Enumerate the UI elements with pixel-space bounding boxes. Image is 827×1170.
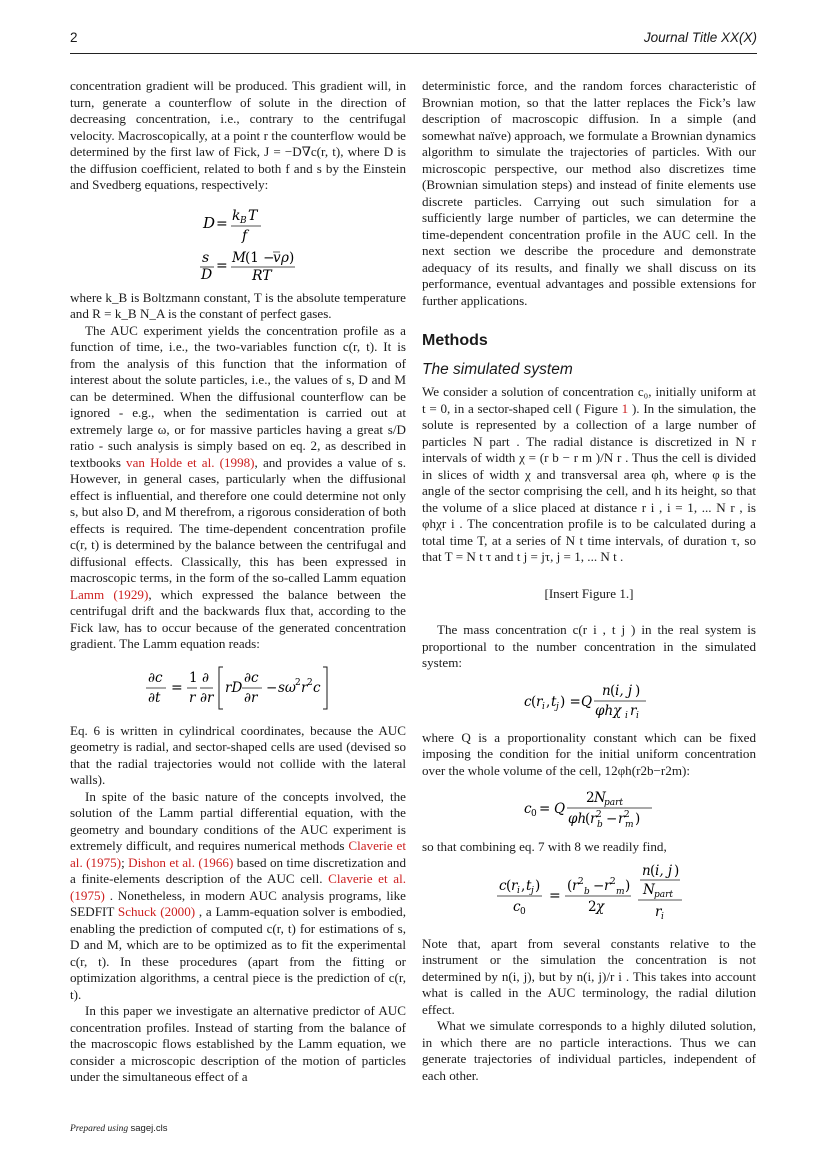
- svg-text:b: b: [583, 886, 590, 897]
- svg-text:r: r: [654, 903, 661, 920]
- svg-text:b: b: [597, 820, 603, 830]
- svg-text:(: (: [649, 862, 655, 879]
- left-paragraph-4: Eq. 6 is written in cylindrical coordinates, because the AUC geometry is radial, and sector-shaped cells are used (devised so that the radial trajectories would not collide with the lateral walls).: [70, 722, 406, 787]
- svg-text:=: =: [548, 887, 561, 904]
- right-column: [422, 78, 756, 1084]
- text-span: We consider a solution of concentration c₀, initially uniform at t = 0, in a sector-shaped cell ( Figure: [422, 384, 756, 416]
- svg-text:i: i: [636, 710, 639, 721]
- svg-text:): ): [534, 877, 540, 894]
- text-span: ). In the simulation, the solute is represented by a collection of a large number of particles N part . The radial distance is discretized in N r intervals of width χ = (r b − r m )/N r . Thus the cell is divided in slices of width χ and transversal area φh, where φ is the angle of the sector comprising the cell, and h its height, so that the volume of a slice placed at distance r i , i = 1, ... N r , is φhχr i . The concentration profile is to be calculated during a total time T, at a series of N t time intervals, of duration τ, so that T = N t τ and t j = jτ, j = 1, ... N t .: [422, 400, 756, 564]
- svg-text:r: r: [630, 702, 637, 719]
- svg-text:c: c: [313, 679, 321, 696]
- svg-text:k: k: [232, 207, 241, 224]
- svg-text:) =: ) =: [560, 693, 581, 710]
- svg-text:N: N: [594, 790, 606, 806]
- left-column: [70, 78, 406, 1086]
- right-paragraph-1: deterministic force, and the random forces characteristic of Brownian motion, so that the latter replaces the Fick’s law description of macroscopic diffusion. In a simple (and somewhat naïve) approach, we formulate a Brownian dynamics algorithm to simulate the trajectories of particles. With our microscopic perspective, our method also discretizes time (Brownian simulation steps) and instead of finite elements use discrete particles. Carrying out such simulation for a sufficiently large number of particles, we can determine the time-dependent concentration profile in the AUC cell. In the next section we describe the procedure and demonstrate adequacy of its results, and finally we shall discuss on its performance, eventual advantages and possible extensions for further applications.: [422, 78, 756, 308]
- citation-schuck[interactable]: Schuck: [117, 904, 157, 919]
- left-paragraph-1: concentration gradient will be produced. This gradient will, in turn, generate a counterflow of solute in the direction of decreasing concentration, i.e., contrary to the centrifugal velocity. Macroscopically, at a point r the counterflow would be determined by the first law of Fick, J = −D∇c(r, t), where D is the diffusion coefficient, related to both f and s by the Einstein and Svedberg equations, respectively:: [70, 78, 406, 192]
- svg-text:2: 2: [295, 677, 301, 688]
- svg-text:=: =: [171, 679, 183, 696]
- text-span: , and provides a value of s. However, in general cases, particularly when the diffusional effect is influential, and therefore one could determine not only s, but also D, and M therefrom, a rigorous consideration of both effects is required. The time-dependent concentration profile c(r, t) is determined by the balance between the centrifugal and diffusional effects. Classically, this has been expressed in macroscopic terms, in the form of the so-called Lamm equation: [70, 454, 406, 585]
- svg-text:φh: φh: [568, 811, 587, 827]
- svg-text:2: 2: [609, 876, 616, 887]
- svg-text:j: j: [556, 701, 559, 712]
- svg-text:i, j: i, j: [615, 682, 633, 699]
- svg-text:ρ: ρ: [281, 249, 289, 266]
- svg-text:,: ,: [520, 877, 525, 894]
- svg-text:0: 0: [531, 809, 537, 819]
- svg-text:=: =: [539, 801, 551, 817]
- svg-text:∂r: ∂r: [200, 689, 214, 706]
- citation-van-holde[interactable]: van Holde et al.: [126, 454, 215, 470]
- svg-text:r: r: [571, 877, 578, 894]
- svg-text:χ: χ: [595, 898, 604, 915]
- footer: [70, 1123, 167, 1134]
- citation-claverie-2[interactable]: Claverie et al.: [328, 871, 407, 886]
- svg-text:j: j: [530, 885, 534, 896]
- svg-text:2: 2: [586, 790, 595, 806]
- svg-text:n: n: [641, 862, 651, 879]
- svg-text:(: (: [505, 877, 511, 894]
- text-span: , a Lamm-equation solver is embodied, enabling the prediction of computed c(r, t) for estimations of s, D and M, which are to be optimized as to fit the experimental c(r, t). In these procedures (apart from the fitting or optimization algorithms, a central piece is the prediction of c(r, t).: [70, 904, 407, 1002]
- equation-lamm: [70, 663, 406, 713]
- svg-text:=: =: [216, 215, 228, 232]
- svg-text:i: i: [516, 885, 520, 896]
- svg-text:B: B: [240, 215, 247, 226]
- svg-text:c: c: [524, 693, 532, 710]
- svg-text:i, j: i, j: [654, 862, 672, 879]
- svg-text:,: ,: [546, 693, 551, 710]
- equation-einstein-svedberg: [70, 204, 406, 284]
- svg-text:sω: sω: [278, 679, 296, 696]
- text-span: ;: [121, 854, 129, 870]
- svg-text:2: 2: [577, 876, 584, 887]
- svg-text:i: i: [625, 710, 628, 721]
- left-paragraph-2: where k_B is Boltzmann constant, T is the absolute temperature and R = k_B N_A is the constant of perfect gases.: [70, 289, 406, 321]
- svg-text:RT: RT: [252, 267, 272, 284]
- journal-title: Journal Title XX(X): [643, 30, 757, 45]
- svg-text:i: i: [542, 701, 545, 712]
- right-paragraph-5: so that combining eq. 7 with 8 we readily find,: [422, 839, 667, 854]
- svg-text:v: v: [273, 249, 281, 266]
- svg-text:2: 2: [307, 677, 313, 688]
- svg-text:=: =: [216, 257, 228, 274]
- svg-text:2: 2: [596, 810, 602, 820]
- svg-text:−: −: [266, 679, 278, 696]
- right-paragraph-3: The mass concentration c(r i , t j ) in the real system is proportional to the number concentration in the simulated system:: [422, 622, 756, 670]
- left-paragraph-5: [70, 789, 406, 1004]
- text-span: . Nonetheless, in modern AUC analysis programs, like SEDFIT: [70, 887, 406, 919]
- svg-text:part: part: [653, 889, 673, 900]
- figure-1-link[interactable]: 1: [621, 400, 629, 416]
- svg-text:φhχ: φhχ: [595, 702, 622, 719]
- svg-text:∂: ∂: [202, 669, 209, 686]
- left-paragraph-6: In this paper we investigate an alternative predictor of AUC concentration profiles. Instead of starting from the balance of the macroscopic flows established by the Lamm equation, we consider a microscopic description of the motion of particles under the simultaneous effect of a: [70, 1003, 406, 1084]
- header-rule: [70, 53, 757, 54]
- left-paragraph-3: [70, 323, 406, 653]
- svg-text:(: (: [610, 682, 616, 699]
- svg-text:(: (: [585, 811, 591, 827]
- svg-text:∂t: ∂t: [148, 689, 161, 706]
- subsection-heading: The simulated system: [422, 361, 573, 378]
- citation-lamm-year[interactable]: (1929): [113, 586, 149, 602]
- svg-text:D: D: [203, 213, 216, 232]
- svg-text:(: (: [531, 693, 537, 710]
- text-span: In spite of the basic nature of the concepts involved, the solution of the Lamm partial differential equation, with the geometry and boundary conditions of the AUC experiment is extremely difficult, and requires numerical methods: [70, 788, 406, 853]
- svg-text:r: r: [510, 877, 517, 894]
- section-heading-methods: Methods: [422, 332, 488, 349]
- citation-claverie-year[interactable]: (1975): [86, 854, 122, 870]
- svg-text:Q: Q: [554, 801, 566, 817]
- running-header: [70, 30, 757, 52]
- svg-text:c: c: [524, 801, 532, 817]
- svg-text:r: r: [618, 811, 625, 827]
- svg-text:): ): [624, 877, 630, 894]
- svg-text:r: r: [301, 679, 308, 696]
- svg-text:∂c: ∂c: [244, 669, 259, 686]
- svg-text:D: D: [201, 266, 213, 283]
- svg-text:0: 0: [519, 906, 526, 917]
- text-span: The AUC experiment yields the concentration profile as a function of time, i.e., the two-variables function c(r, t). It is from the analysis of this function that the information of interest about the solute particles, i.e., the values of s, D and M can be determined. When the diffusional counterflow can be ignored - e.g., when the sedimentation is carried out at extremely large ω, or for massive particles having a great s/D ratio - such analysis is simply based on eq. 2, as described in textbooks: [70, 322, 406, 470]
- svg-text:part: part: [604, 798, 624, 808]
- svg-text:): ): [635, 811, 641, 827]
- svg-text:i: i: [660, 911, 664, 922]
- svg-text:c: c: [512, 898, 521, 915]
- svg-text:s: s: [202, 249, 210, 266]
- text-span: , which expressed the balance between the centrifugal drift and the backwards flux that, according to the Fick law, has to occur because of the generated concentration gradient. The Lamm equation reads:: [70, 586, 406, 651]
- equation-combined: [422, 862, 756, 926]
- svg-text:N: N: [642, 881, 655, 898]
- right-paragraph-4: where Q is a proportionality constant which can be fixed imposing the condition for the initial uniform concentration over the whole volume of the cell, 12φh(r2b−r2m):: [422, 729, 756, 778]
- figure-placeholder: [Insert Figure 1.]: [544, 585, 634, 601]
- svg-text:r: r: [536, 693, 543, 710]
- svg-text:T: T: [248, 207, 258, 224]
- svg-text:): ): [673, 862, 679, 879]
- svg-text:r: r: [189, 689, 196, 706]
- svg-text:t: t: [551, 693, 557, 710]
- page-number: 2: [70, 30, 78, 45]
- svg-text:t: t: [525, 877, 531, 894]
- citation-claverie-2-year[interactable]: (1975): [70, 887, 105, 903]
- footer-prefix: Prepared using: [70, 1124, 131, 1134]
- svg-text:−: −: [606, 811, 618, 827]
- svg-text:r: r: [590, 811, 597, 827]
- right-paragraph-6: Note that, apart from several constants relative to the instrument or the simulation the concentration is not determined by n(i, j), but by n(i, j)/r i . This takes into account what is called in the AUC terminology, the radial dilution effect.: [422, 935, 756, 1017]
- right-paragraph-2: [422, 384, 756, 566]
- text-span: based on time discretization and a finite-elements description of the AUC cell.: [70, 854, 406, 886]
- citation-dishon-year[interactable]: (1966): [198, 854, 234, 870]
- svg-text:rD: rD: [225, 679, 243, 696]
- svg-text:m: m: [615, 886, 625, 897]
- citation-dishon[interactable]: Dishon et al.: [128, 854, 195, 870]
- citation-claverie[interactable]: Claverie et al.: [70, 838, 406, 870]
- citation-schuck-year[interactable]: (2000): [160, 904, 196, 919]
- svg-text:(1 −: (1 −: [245, 249, 275, 266]
- footer-class-file: sagej.cls: [130, 1123, 168, 1134]
- svg-text:1: 1: [189, 669, 198, 686]
- svg-text:2: 2: [624, 810, 630, 820]
- svg-text:2: 2: [587, 898, 597, 915]
- svg-text:r: r: [603, 877, 610, 894]
- svg-text:−: −: [592, 877, 604, 894]
- svg-text:(: (: [566, 877, 572, 894]
- svg-text:Q: Q: [581, 693, 593, 710]
- right-paragraph-7: What we simulate corresponds to a highly diluted solution, in which there are no particle interactions. Thus we can generate trajectories of individual particles, independent of each other.: [422, 1018, 756, 1083]
- svg-text:m: m: [625, 820, 634, 830]
- equation-concentration: [422, 682, 756, 720]
- citation-van-holde-year[interactable]: (1998): [219, 454, 255, 470]
- svg-text:f: f: [242, 227, 248, 244]
- svg-text:∂c: ∂c: [148, 669, 163, 686]
- equation-initial-concentration: [422, 789, 756, 829]
- svg-text:c: c: [498, 877, 507, 894]
- svg-text:): ): [635, 682, 641, 699]
- svg-text:∂r: ∂r: [244, 689, 258, 706]
- svg-text:n: n: [602, 682, 611, 699]
- svg-text:): ): [289, 249, 295, 266]
- citation-lamm[interactable]: Lamm: [70, 586, 105, 602]
- svg-text:M: M: [232, 249, 246, 266]
